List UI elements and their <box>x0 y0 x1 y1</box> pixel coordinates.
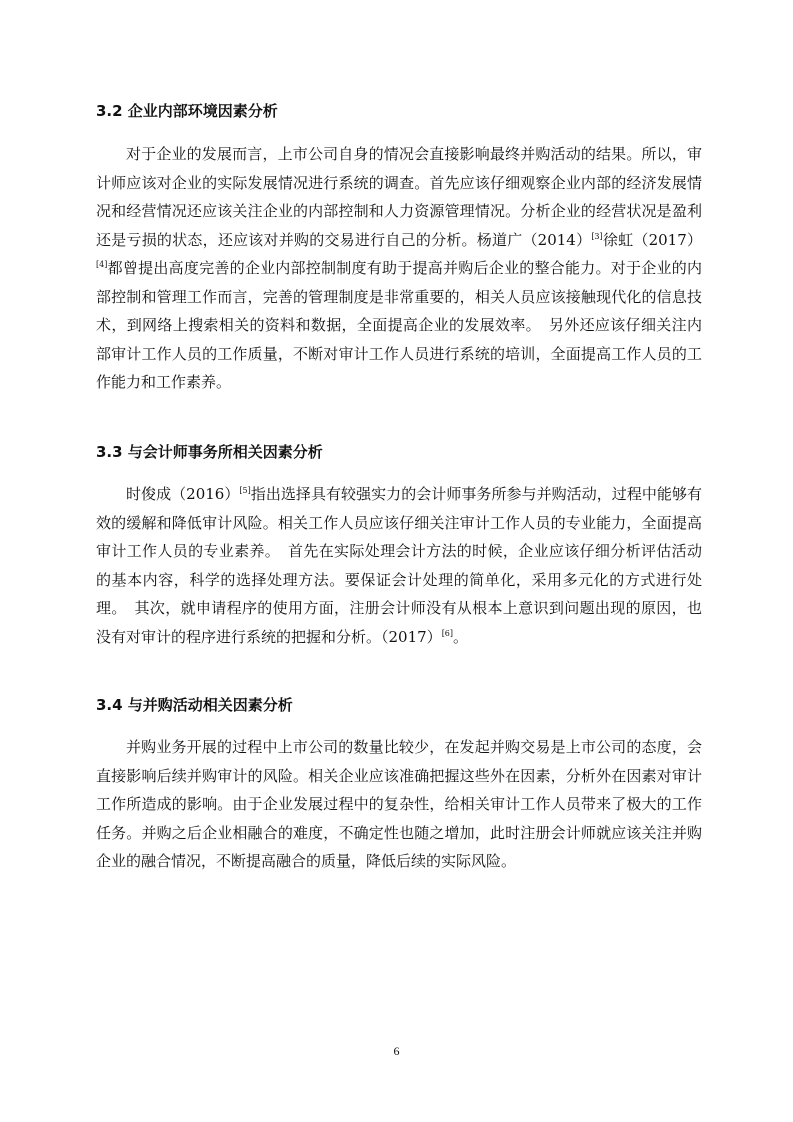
paragraph-text: 。 <box>453 627 469 646</box>
citation-ref: [6] <box>441 628 454 638</box>
citation-ref: [4] <box>96 260 108 269</box>
paragraph-text: 徐虹（2017） <box>602 230 702 249</box>
section-heading-3-2: 3.2 企业内部环境因素分析 <box>96 102 278 120</box>
citation-ref: [3] <box>591 231 603 241</box>
paragraph-text: 对于企业的发展而言，上市公司自身的情况会直接影响最终并购活动的结果。所以，审计师应该对企业的实际发展情况进行系统的调查。首先应该仔细观察企业内部的经济发展情况和经营情况还应该关注企业的内部控制和人力资源管理情况。分析企业的经营状况是盈利还是亏损的状态，还应该对并购的交易进行自己的分析。杨道广（2014） <box>96 145 702 249</box>
paragraph-text: 指出选择具有较强实力的会计师事务所参与并购活动，过程中能够有效的缓解和降低审计风险。相关工作人员应该仔细关注审计工作人员的专业能力，全面提高审计工作人员的专业素养。 首先在实际处理会计方法的时候，企业应该仔细分析评估活动的基本内容，科学的选择处理方法。要保证会计处理的简单化，采用多元化的方式进行处理。 其次，就申请程序的使用方面，注册会计师没有从根本上意识到问题出现的原因，也没有对审计的程序进行系统的把握和分析。（2017） <box>96 485 702 646</box>
section-heading-3-3: 3.3 与会计师事务所相关因素分析 <box>96 443 323 461</box>
citation-ref: [5] <box>239 486 251 495</box>
page-number: 6 <box>393 1044 400 1058</box>
section-paragraph-3-4 <box>96 733 702 876</box>
paragraph-text: 并购业务开展的过程中上市公司的数量比较少，在发起并购交易是上市公司的态度，会直接影响后续并购审计的风险。相关企业应该准确把握这些外在因素，分析外在因素对审计工作所造成的影响。由于企业发展过程中的复杂性，给相关审计工作人员带来了极大的工作任务。并购之后企业相融合的难度，不确定性也随之增加，此时注册会计师就应该关注并购企业的融合情况，不断提高融合的质量，降低后续的实际风险。 <box>96 738 702 870</box>
section-paragraph-3-3 <box>96 480 702 651</box>
section-paragraph-3-2 <box>96 140 702 397</box>
section-heading-3-4: 3.4 与并购活动相关因素分析 <box>96 696 293 714</box>
paragraph-text: 时俊成（2016） <box>126 485 240 503</box>
paragraph-text: 都曾提出高度完善的企业内部控制制度有助于提高并购后企业的整合能力。对于企业的内部控制和管理工作而言，完善的管理制度是非常重要的，相关人员应该接触现代化的信息技术，到网络上搜索相关的资料和数据，全面提高企业的发展效率。 另外还应该仔细关注内部审计工作人员的工作质量，不断对审计工作人员进行系统的培训，全面提高工作人员的工作能力和工作素养。 <box>96 259 702 391</box>
